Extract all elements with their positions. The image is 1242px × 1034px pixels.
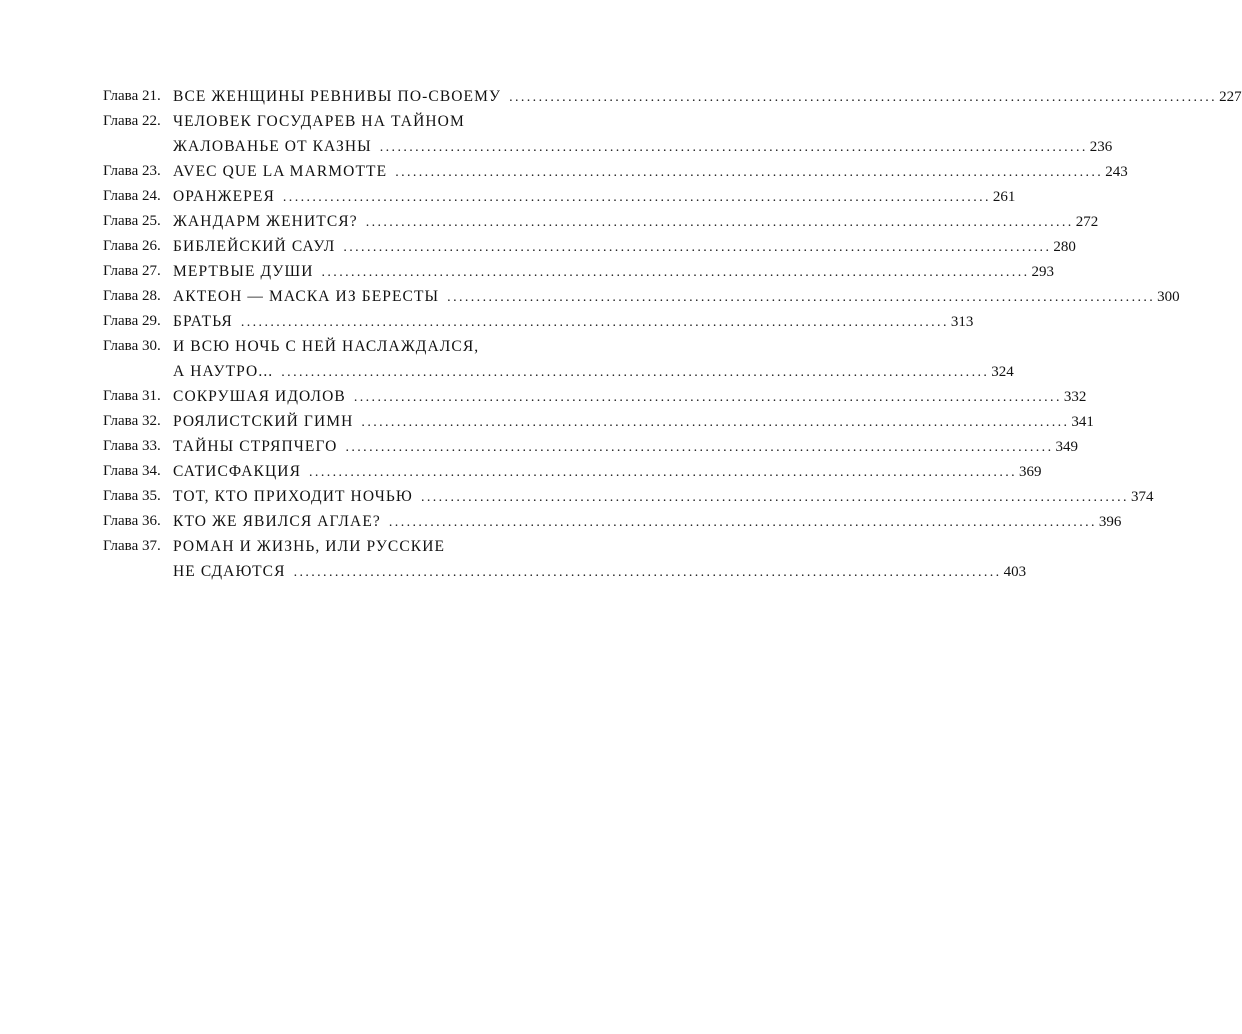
chapter-title: БРАТЬЯ: [173, 313, 233, 330]
chapter-title-row: [173, 259, 1054, 285]
chapter-title: И ВСЮ НОЧЬ С НЕЙ НАСЛАЖДАЛСЯ,: [173, 338, 480, 355]
toc-entry-line: [103, 109, 592, 134]
dot-leader: ........................................................................................................................: [309, 465, 1018, 480]
dot-leader: ........................................................................................................................: [293, 565, 1002, 580]
page-number: 293: [1031, 264, 1054, 280]
page-number: 280: [1053, 239, 1076, 255]
page-number: 374: [1130, 489, 1154, 505]
page-number: 227: [1219, 89, 1242, 105]
chapter-title: А НАУТРО...: [173, 363, 274, 380]
chapter-title: МЕРТВЫЕ ДУШИ: [173, 263, 314, 280]
chapter-title-row: [173, 184, 1016, 210]
toc-entry-line: [103, 184, 1016, 209]
dot-leader: ........................................................................................................................: [420, 490, 1129, 505]
chapter-title-row: [173, 84, 1242, 110]
chapter-label: Глава 22.: [103, 113, 161, 129]
toc-entry: [103, 309, 974, 334]
toc-entry: [103, 409, 1094, 434]
toc-entry-line: [103, 409, 1094, 434]
chapter-title: ОРАНЖЕРЕЯ: [173, 188, 275, 205]
page-number: 324: [991, 364, 1014, 380]
chapter-title: ЖАЛОВАНЬЕ ОТ КАЗНЫ: [173, 138, 372, 155]
toc-entry: [103, 534, 1027, 584]
chapter-title: ВСЕ ЖЕНЩИНЫ РЕВНИВЫ ПО-СВОЕМУ: [173, 88, 502, 105]
chapter-label: Глава 35.: [103, 488, 161, 504]
dot-leader: ........................................................................................................................: [447, 290, 1156, 305]
chapter-title: ЧЕЛОВЕК ГОСУДАРЕВ НА ТАЙНОМ: [173, 113, 465, 130]
chapter-title-row: [173, 159, 1128, 185]
chapter-label: Глава 32.: [103, 413, 161, 429]
dot-leader: ........................................................................................................................: [240, 315, 949, 330]
toc-entry: [103, 84, 1242, 109]
chapter-title: СОКРУШАЯ ИДОЛОВ: [173, 388, 346, 405]
chapter-label: Глава 24.: [103, 188, 161, 204]
chapter-title-row: [173, 284, 1180, 310]
chapter-label: Глава 34.: [103, 463, 161, 479]
toc-entry-line: [103, 359, 1014, 384]
toc-entry-line: [103, 209, 1099, 234]
chapter-label: Глава 28.: [103, 288, 161, 304]
chapter-title: БИБЛЕЙСКИЙ САУЛ: [173, 238, 336, 255]
toc-entry-line: [103, 334, 592, 359]
toc-entry: [103, 434, 1078, 459]
toc-entry: [103, 159, 1128, 184]
toc-entry-line: [103, 84, 1242, 109]
dot-leader: ........................................................................................................................: [365, 215, 1074, 230]
page-number: 332: [1063, 389, 1087, 405]
page-number: 313: [950, 314, 974, 330]
chapter-label: Глава 29.: [103, 313, 161, 329]
chapter-title-row: [173, 309, 974, 335]
toc-entry: [103, 234, 1076, 259]
chapter-title-row: [173, 409, 1094, 435]
chapter-title-row: [173, 209, 1099, 235]
chapter-title: ЖАНДАРМ ЖЕНИТСЯ?: [173, 213, 358, 230]
page-number: 236: [1089, 139, 1113, 155]
dot-leader: ........................................................................................................................: [388, 515, 1097, 530]
chapter-label: Глава 26.: [103, 238, 161, 254]
chapter-label: Глава 30.: [103, 338, 161, 354]
dot-leader: ........................................................................................................................: [343, 240, 1052, 255]
toc-entry: [103, 459, 1042, 484]
page-number: 403: [1003, 564, 1027, 580]
dot-leader: ........................................................................................................................: [379, 140, 1088, 155]
toc-entry-line: [103, 384, 1087, 409]
toc-entry: [103, 509, 1122, 534]
chapter-label: Глава 23.: [103, 163, 161, 179]
chapter-label: Глава 33.: [103, 438, 161, 454]
chapter-label: Глава 37.: [103, 538, 161, 554]
chapter-title-row: [173, 559, 1027, 585]
toc-entry-line: [103, 509, 1122, 534]
chapter-label: Глава 27.: [103, 263, 161, 279]
page-number: 369: [1019, 464, 1042, 480]
toc-entry-line: [103, 284, 1180, 309]
toc-entry: [103, 259, 1054, 284]
page-number: 243: [1105, 164, 1128, 180]
chapter-title: ТАЙНЫ СТРЯПЧЕГО: [173, 438, 338, 455]
page-number: 272: [1075, 214, 1099, 230]
chapter-title: НЕ СДАЮТСЯ: [173, 563, 286, 580]
dot-leader: ........................................................................................................................: [353, 390, 1062, 405]
dot-leader: ........................................................................................................................: [321, 265, 1030, 280]
chapter-title: AVEC QUE LA MARMOTTE: [173, 163, 388, 180]
toc-entry-line: [103, 484, 1154, 509]
chapter-title-row: [173, 134, 1113, 160]
toc-entry: [103, 209, 1099, 234]
dot-leader: ........................................................................................................................: [282, 190, 991, 205]
page-number: 300: [1157, 289, 1180, 305]
chapter-title-row: [173, 484, 1154, 510]
table-of-contents: [103, 84, 1242, 584]
toc-entry: [103, 384, 1087, 409]
toc-entry-line: [103, 159, 1128, 184]
toc-entry-line: [103, 134, 1113, 159]
page-number: 341: [1071, 414, 1094, 430]
toc-entry: [103, 334, 1014, 384]
chapter-title-row: [173, 384, 1087, 410]
toc-entry-line: [103, 234, 1076, 259]
page-number: 349: [1055, 439, 1078, 455]
chapter-title-row: [173, 234, 1076, 260]
toc-entry-line: [103, 309, 974, 334]
chapter-title-row: [173, 359, 1014, 385]
toc-entry-line: [103, 459, 1042, 484]
toc-entry-line: [103, 259, 1054, 284]
chapter-title-row: [173, 459, 1042, 485]
chapter-title-row: [173, 509, 1122, 535]
chapter-title: КТО ЖЕ ЯВИЛСЯ АГЛАЕ?: [173, 513, 381, 530]
dot-leader: ........................................................................................................................: [345, 440, 1054, 455]
page-number: 261: [992, 189, 1016, 205]
dot-leader: ........................................................................................................................: [361, 415, 1070, 430]
chapter-title: АКТЕОН — МАСКА ИЗ БЕРЕСТЫ: [173, 288, 440, 305]
toc-entry-line: [103, 534, 592, 559]
toc-entry-line: [103, 434, 1078, 459]
chapter-title: ТОТ, КТО ПРИХОДИТ НОЧЬЮ: [173, 488, 413, 505]
dot-leader: ........................................................................................................................: [509, 90, 1218, 105]
page-number: 396: [1098, 514, 1122, 530]
toc-entry-line: [103, 559, 1027, 584]
chapter-title: САТИСФАКЦИЯ: [173, 463, 302, 480]
chapter-label: Глава 36.: [103, 513, 161, 529]
dot-leader: ........................................................................................................................: [395, 165, 1104, 180]
toc-entry: [103, 484, 1154, 509]
chapter-title: РОМАН И ЖИЗНЬ, ИЛИ РУССКИЕ: [173, 538, 446, 555]
chapter-label: Глава 25.: [103, 213, 161, 229]
toc-entry: [103, 109, 1113, 159]
dot-leader: ........................................................................................................................: [281, 365, 990, 380]
chapter-label: Глава 31.: [103, 388, 161, 404]
chapter-title-row: [173, 434, 1078, 460]
toc-entry: [103, 284, 1180, 309]
toc-entry: [103, 184, 1016, 209]
chapter-title: РОЯЛИСТСКИЙ ГИМН: [173, 413, 354, 430]
chapter-label: Глава 21.: [103, 88, 161, 104]
